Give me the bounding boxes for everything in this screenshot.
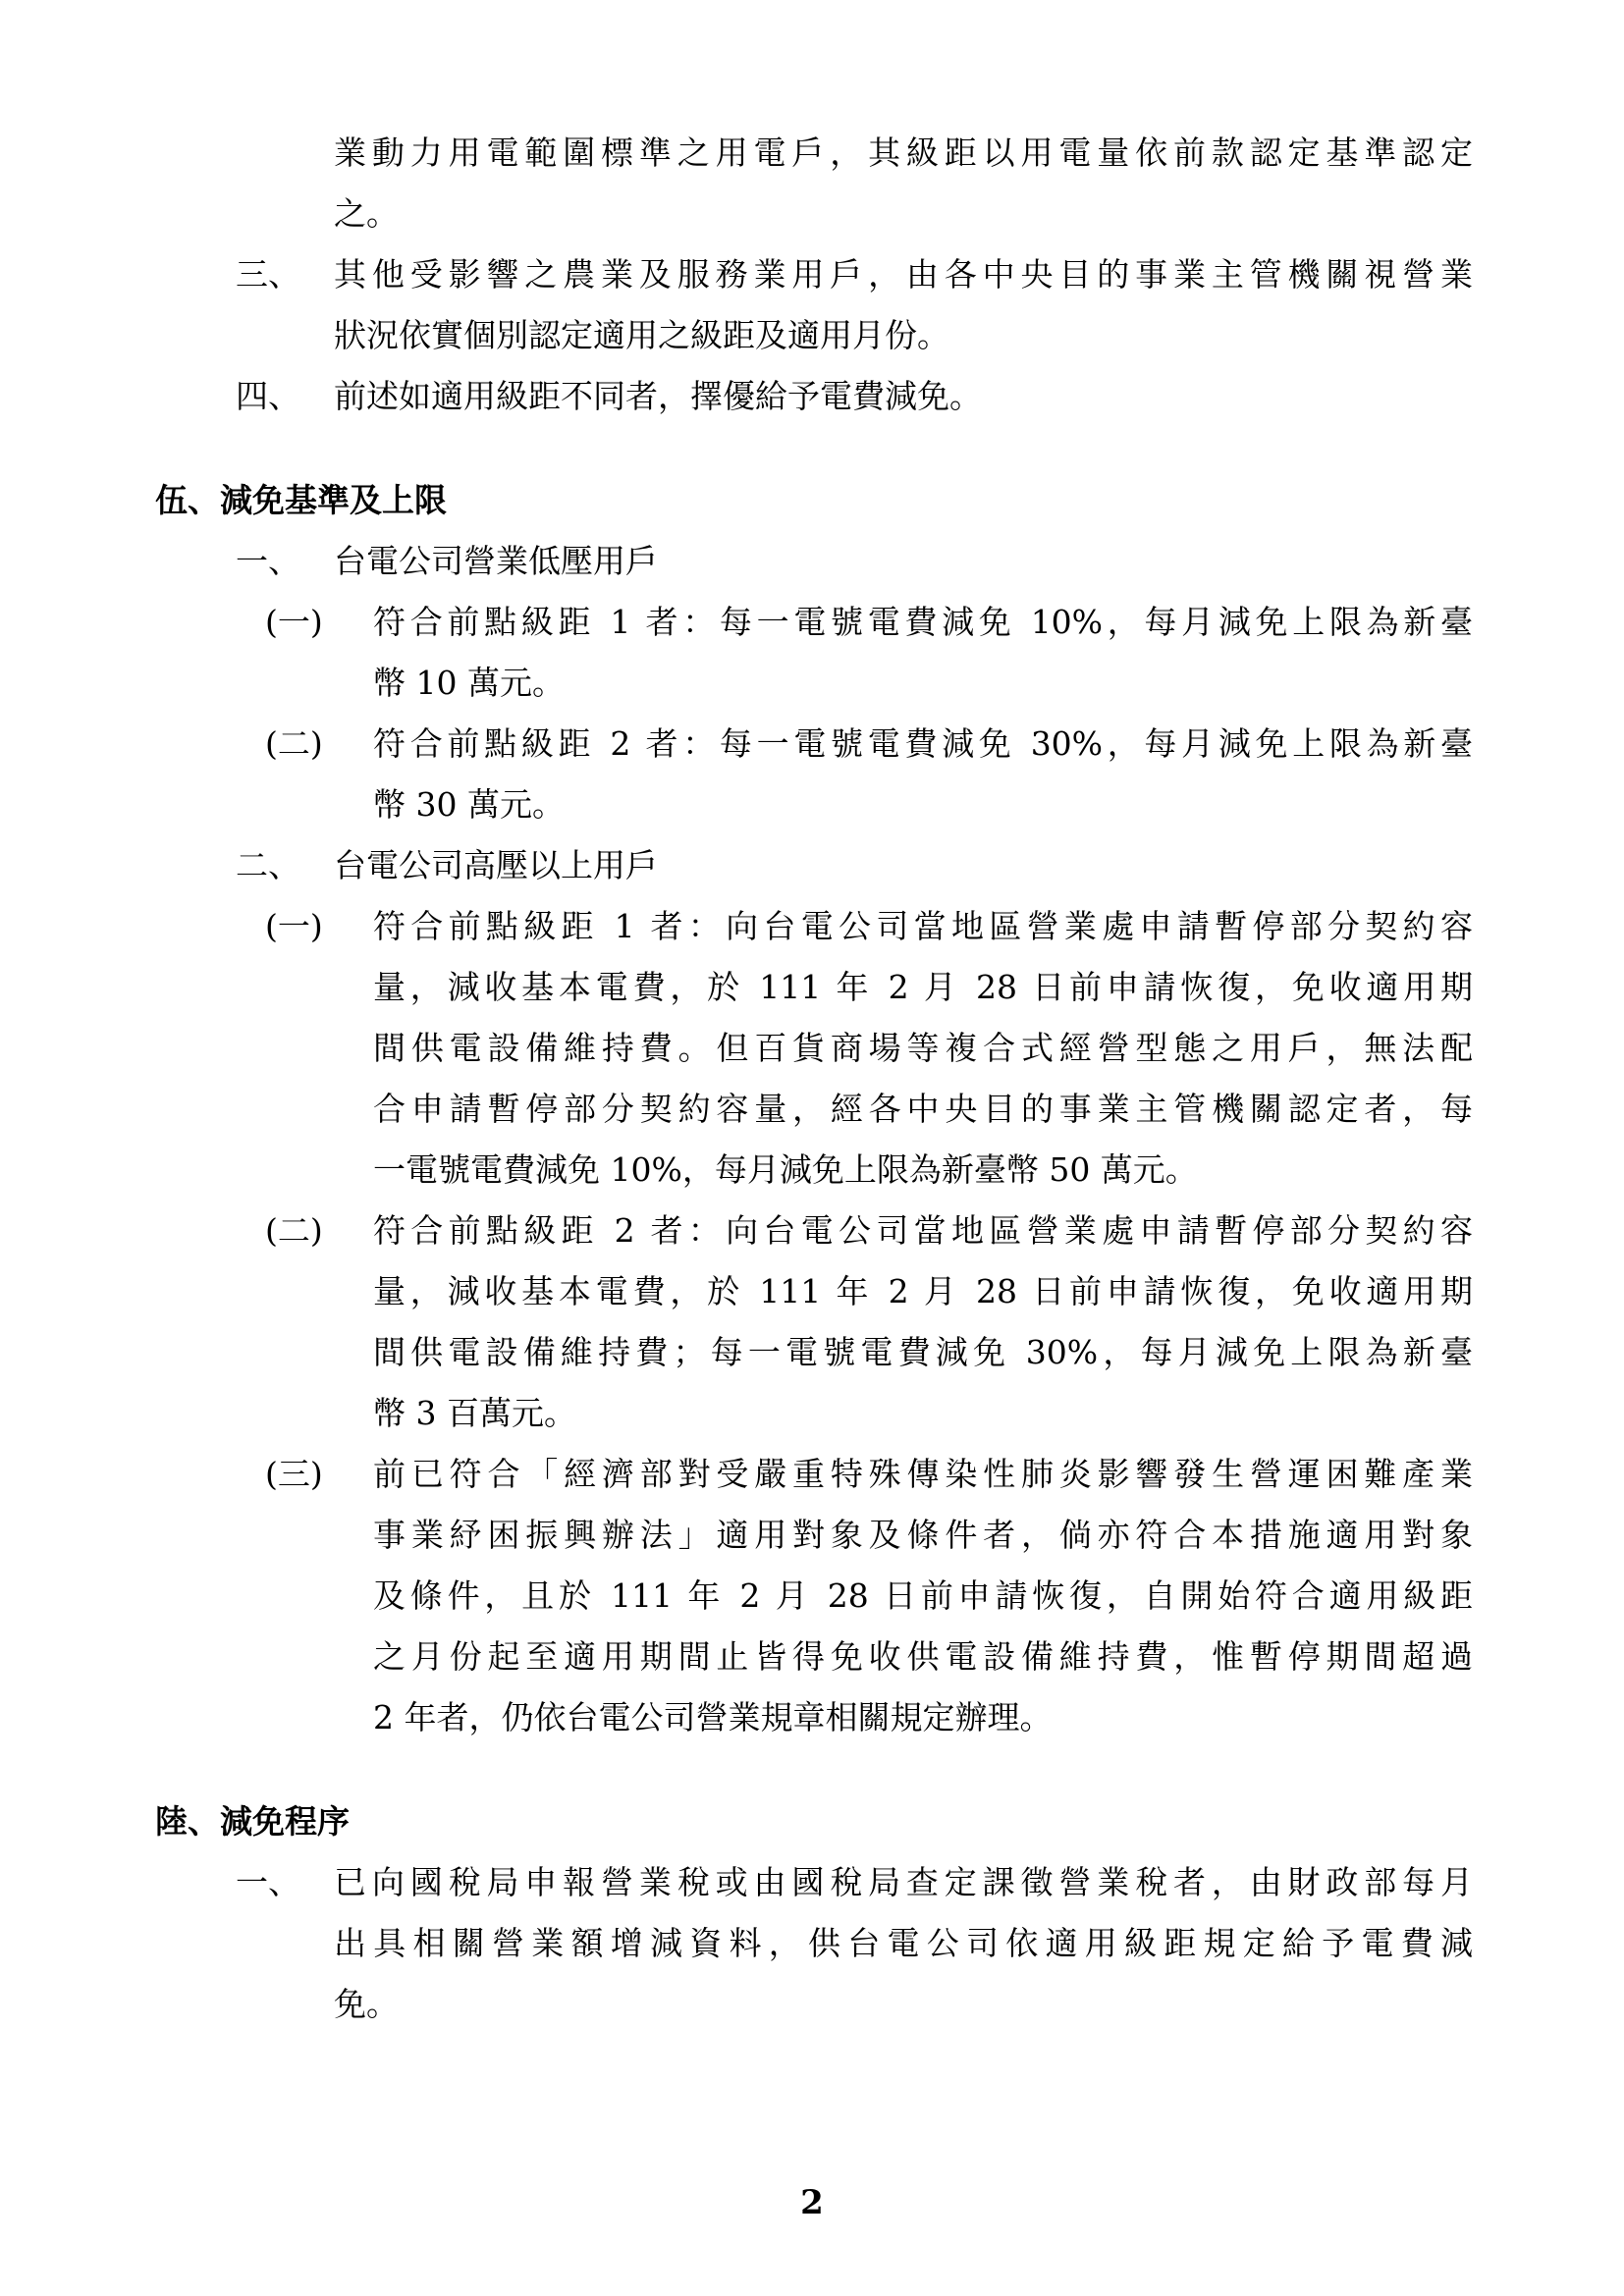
paragraph-line: 幣 10 萬元。 [373,664,565,702]
paragraph-line: 之月份起至適用期間止皆得免收供電設備維持費，惟暫停期間超過 [373,1637,1473,1676]
paragraph-line: 狀況依實個別認定適用之級距及適用月份。 [334,316,949,354]
paragraph-line: 及條件，且於 111 年 2 月 28 日前申請恢復，自開始符合適用級距 [373,1576,1473,1615]
item-number: 一、 [236,1863,300,1901]
section-heading: 陸、減免程序 [155,1802,350,1841]
paragraph-line: 業動力用電範圍標準之用電戶，其級距以用電量依前款認定基準認定 [334,133,1473,172]
paragraph-line: 合申請暫停部分契約容量，經各中央目的事業主管機關認定者，每 [373,1090,1473,1128]
item-label: 台電公司營業低壓用戶 [334,542,658,580]
item-number: 一、 [236,542,300,580]
subitem-number: (二) [265,724,323,763]
paragraph-line: 符合前點級距 1 者：向台電公司當地區營業處申請暫停部分契約容 [373,907,1473,945]
paragraph-line: 前已符合「經濟部對受嚴重特殊傳染性肺炎影響發生營運困難產業 [373,1455,1473,1493]
paragraph-line: 免。 [334,1985,399,2023]
section-heading: 伍、減免基準及上限 [155,481,447,519]
subitem-number: (一) [265,907,323,945]
paragraph-line: 幣 3 百萬元。 [373,1394,576,1432]
paragraph-line: 出具相關營業額增減資料，供台電公司依適用級距規定給予電費減 [334,1924,1473,1962]
subitem-number: (三) [265,1455,323,1493]
paragraph-line: 符合前點級距 2 者：向台電公司當地區營業處申請暫停部分契約容 [373,1211,1473,1250]
paragraph-line: 量，減收基本電費，於 111 年 2 月 28 日前申請恢復，免收適用期 [373,1272,1473,1310]
paragraph-line: 前述如適用級距不同者，擇優給予電費減免。 [334,377,982,415]
item-label: 台電公司高壓以上用戶 [334,846,658,884]
paragraph-line: 符合前點級距 2 者：每一電號電費減免 30%，每月減免上限為新臺 [373,724,1473,763]
paragraph-line: 其他受影響之農業及服務業用戶，由各中央目的事業主管機關視營業 [334,255,1473,294]
paragraph-line: 間供電設備維持費；每一電號電費減免 30%，每月減免上限為新臺 [373,1333,1473,1371]
paragraph-line: 之。 [334,194,399,233]
subitem-number: (一) [265,603,323,641]
paragraph-line: 幣 30 萬元。 [373,785,565,824]
paragraph-line: 已向國稅局申報營業稅或由國稅局查定課徵營業稅者，由財政部每月 [334,1863,1473,1901]
paragraph-line: 一電號電費減免 10%，每月減免上限為新臺幣 50 萬元。 [373,1150,1198,1189]
paragraph-line: 2 年者，仍依台電公司營業規章相關規定辦理。 [373,1698,1053,1736]
paragraph-line: 符合前點級距 1 者：每一電號電費減免 10%，每月減免上限為新臺 [373,603,1473,641]
paragraph-line: 間供電設備維持費。但百貨商場等複合式經營型態之用戶，無法配 [373,1029,1473,1067]
item-number: 三、 [236,255,300,294]
item-number: 四、 [236,377,300,415]
paragraph-line: 事業紓困振興辦法」適用對象及條件者，倘亦符合本措施適用對象 [373,1516,1473,1554]
item-number: 二、 [236,846,300,884]
subitem-number: (二) [265,1211,323,1250]
paragraph-line: 量，減收基本電費，於 111 年 2 月 28 日前申請恢復，免收適用期 [373,968,1473,1006]
page-number: 2 [800,2183,824,2222]
